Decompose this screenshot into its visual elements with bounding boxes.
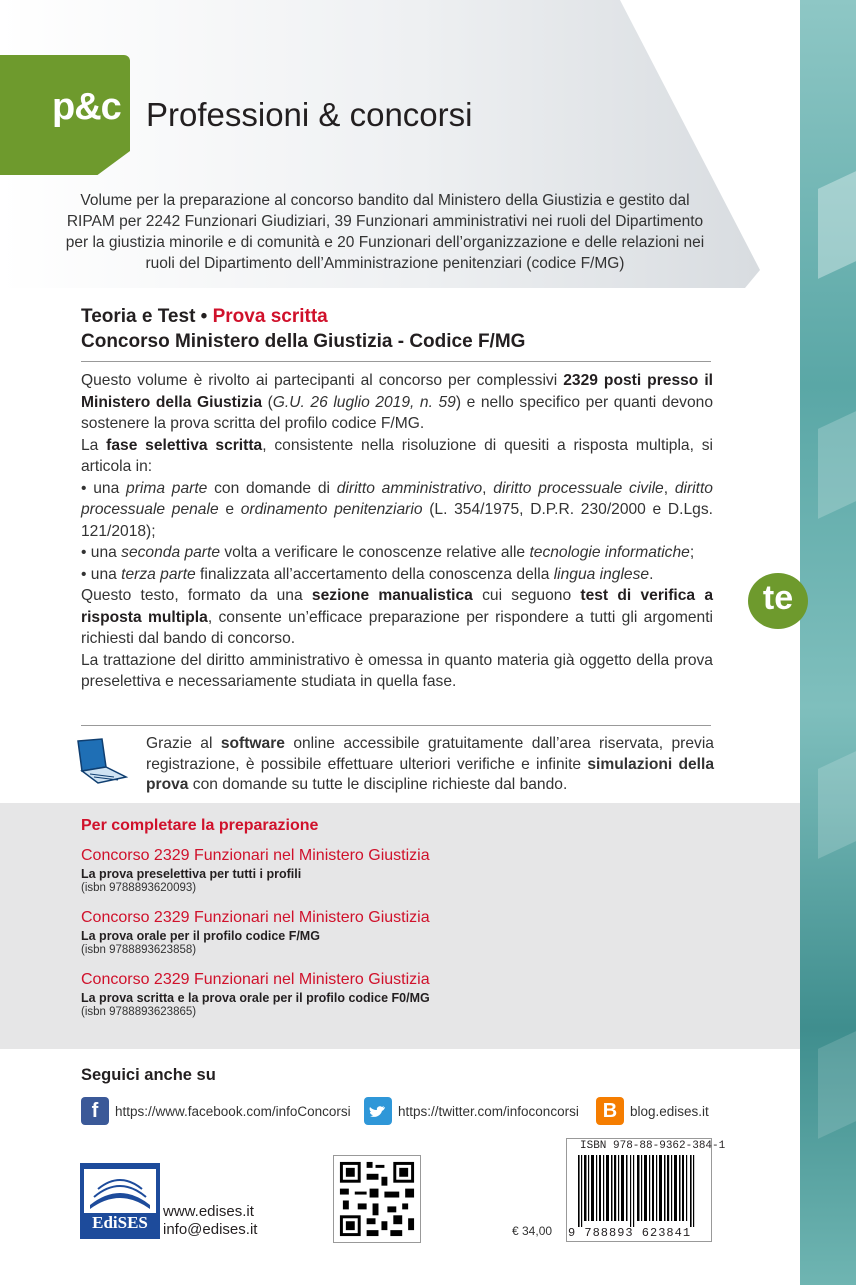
related-book-title: Concorso 2329 Funzionari nel Ministero Giustizia <box>81 971 430 988</box>
series-logo: p&c <box>52 86 121 128</box>
follow-heading: Seguici anche su <box>81 1066 216 1084</box>
related-book-subtitle: La prova orale per il profilo codice F/MG <box>81 929 320 943</box>
facebook-icon: f <box>81 1097 109 1125</box>
paragraph: Questo testo, formato da una sezione manualistica cui seguono test di verifica a risposta multipla, consente un’efficace preparazione per rispondere a tutti gli argomenti richiesti dal bando di concorso. <box>81 587 714 647</box>
related-book-isbn: (isbn 9788893623865) <box>81 1006 197 1018</box>
blogger-icon: B <box>596 1097 624 1125</box>
list-item: • una prima parte con domande di diritto amministrativo, diritto processuale civile, diritto processuale penale e ordinamento penitenziario (L. 354/1975, D.P.R. 230/2000 e D.Lgs. 121/2018); <box>81 479 713 540</box>
related-book-isbn: (isbn 9788893623858) <box>81 944 197 956</box>
related-book-isbn: (isbn 9788893620093) <box>81 882 197 894</box>
book-subtitle: Concorso Ministero della Giustizia - Codice F/MG <box>81 331 526 352</box>
software-note: Grazie al software online accessibile gratuitamente dall’area riservata, previa registrazione, è possibile effettuare ulteriori verifiche e infinite simulazioni della prova con domande su tutte le discipline richieste dal bando. <box>146 735 715 793</box>
publisher-logo <box>80 1163 160 1239</box>
publisher-email[interactable]: info@edises.it <box>163 1221 258 1238</box>
list-item: • una seconda parte volta a verificare le conoscenze relative alle tecnologie informatiche; <box>81 544 695 561</box>
description-body <box>81 370 713 693</box>
related-book <box>81 847 430 894</box>
twitter-link[interactable]: https://twitter.com/infoconcorsi <box>364 1097 579 1125</box>
title-bullet: • <box>200 306 208 327</box>
intro-description <box>40 190 730 274</box>
publisher-name: EdiSES <box>92 1213 148 1232</box>
barcode-number: 9 788893 623841 <box>568 1226 692 1240</box>
paragraph: Questo volume è rivolto ai partecipanti al concorso per complessivi 2329 posti presso il Ministero della Giustizia (G.U. 26 luglio 2019, n. 59) e nello specifico per quanti devono sostenere la prova scritta del profilo codice F/MG. <box>81 372 713 432</box>
paragraph: La trattazione del diritto amministrativo è omessa in quanto materia già oggetto della prova preselettiva e necessariamente studiata in quella fase. <box>81 651 713 690</box>
blog-link[interactable]: B blog.edises.it <box>596 1097 709 1125</box>
te-badge: te <box>748 573 808 629</box>
twitter-icon <box>364 1097 392 1125</box>
price: € 34,00 <box>512 1224 553 1238</box>
series-title: Professioni & concorsi <box>146 96 473 133</box>
intro-line: per la giustizia minorile e di comunità e 20 Funzionari dell’organizzazione e delle relazioni nei <box>65 234 705 251</box>
list-item: • una terza parte finalizzata all’accertamento della conoscenza della lingua inglese. <box>81 565 654 583</box>
related-heading: Per completare la preparazione <box>81 817 319 834</box>
right-color-strip <box>800 0 856 1285</box>
publisher-web[interactable]: www.edises.it <box>163 1203 254 1220</box>
related-book-subtitle: La prova scritta e la prova orale per il profilo codice F0/MG <box>81 991 430 1005</box>
book-title-prefix: Teoria e Test <box>81 306 196 327</box>
intro-line: Volume per la preparazione al concorso bandito dal Ministero della Giustizia e gestito dal <box>80 192 690 209</box>
related-book-title: Concorso 2329 Funzionari nel Ministero Giustizia <box>81 847 430 864</box>
intro-line: ruoli del Dipartimento dell’Amministrazione penitenziari (codice F/MG) <box>145 255 625 272</box>
paragraph: La fase selettiva scritta, consistente nella risoluzione di quesiti a risposta multipla, si articola in: <box>81 436 713 475</box>
intro-line: RIPAM per 2242 Funzionari Giudiziari, 39 Funzionari amministrativi nei ruoli del Dipartimento <box>66 213 704 230</box>
book-title <box>81 306 328 328</box>
divider <box>81 725 711 726</box>
book-title-highlight: Prova scritta <box>212 306 328 327</box>
related-book <box>81 909 430 956</box>
publisher-contacts <box>163 1203 257 1239</box>
related-book-subtitle: La prova preselettiva per tutti i profili <box>81 867 302 881</box>
isbn-label: ISBN 978-88-9362-384-1 <box>580 1140 726 1152</box>
facebook-link[interactable]: f https://www.facebook.com/infoConcorsi <box>81 1097 351 1125</box>
related-book-title: Concorso 2329 Funzionari nel Ministero Giustizia <box>81 909 430 926</box>
divider <box>81 361 711 362</box>
laptop-icon <box>72 737 130 787</box>
qr-code <box>333 1155 421 1243</box>
related-book <box>81 971 430 1018</box>
